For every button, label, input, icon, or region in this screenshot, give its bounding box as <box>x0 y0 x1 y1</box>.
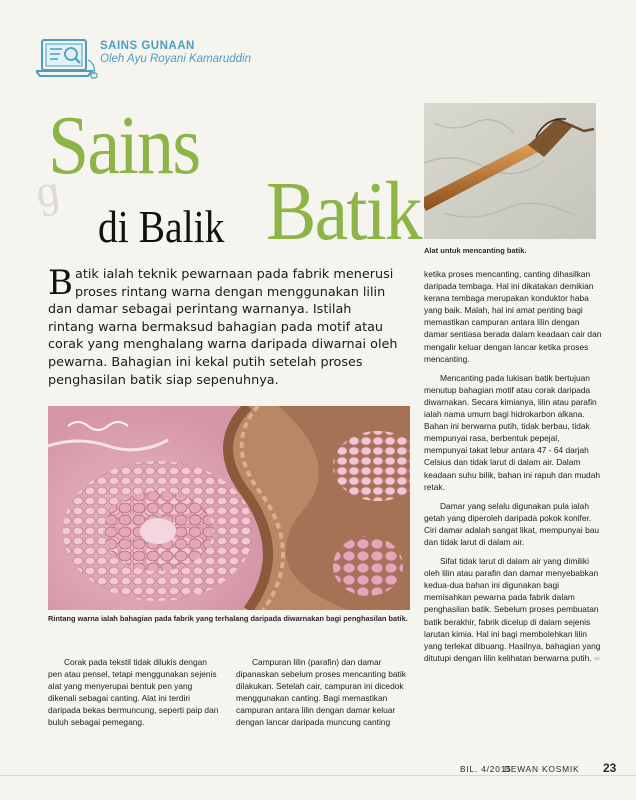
end-mark-icon: ∞ <box>593 653 600 663</box>
intro-text: atik ialah teknik pewarnaan pada fabrik menerusi proses rintang warna dengan menggunakan lilin dan damar sebagai perintang warnanya. Istilah rintang warna bermaksud bahagian pada motif atau corak yang menghalang warna daripada diwarnai oleh pewarna. Bahagian ini kekal putih setelah proses penghasilan batik siap sepenuhnya. <box>48 267 398 388</box>
canting-tool-photo <box>424 103 596 239</box>
body-paragraph-final <box>424 555 602 665</box>
title-sains: Sains <box>48 99 200 192</box>
background-watermark: ɡ <box>32 163 63 218</box>
batik-fabric-photo <box>48 406 410 610</box>
tool-photo-caption: Alat untuk mencanting batik. <box>424 246 527 255</box>
byline: Oleh Ayu Royani Kamaruddin <box>100 53 251 65</box>
title-batik: Batik <box>266 165 421 258</box>
column-name: SAINS GUNAAN <box>100 40 195 52</box>
body-paragraph: ketika proses mencanting, canting dihasilkan daripada tembaga. Hal ini dikatakan demikian kerana tembaga merupakan konduktor haba yang baik. Malah, hal ini amat penting bagi memastikan campuran antara lilin dengan damar sentiasa berada dalam keadaan cair dan mengalir keluar dengan lancar ketika proses mencanting. <box>424 269 602 364</box>
intro-paragraph <box>48 263 398 389</box>
body-paragraph: Damar yang selalu digunakan pula ialah getah yang diperoleh daripada pokok konifer. Ciri damar adalah sangat likat, mempunyai bau dan tidak larut di dalam air. <box>424 500 600 547</box>
body-column-middle: Campuran lilin (parafin) dan damar dipanaskan sebelum proses mencanting batik dilakukan. Setelah cair, campuran ini dicedok menggunakan canting. Bagi memastikan campuran antara lilin dengan damar keluar dengan lancar daripada muncung canting <box>236 657 406 728</box>
batik-photo-caption: Rintang warna ialah bahagian pada fabrik yang terhalang daripada diwarnakan bagi penghasilan batik. <box>48 614 408 623</box>
body-paragraph-text: Sifat tidak larut di dalam air yang dimiliki oleh lilin atau parafin dan damar menyebabkan kedua-dua bahan ini digunakan bagi memisahkan pewarna pada fabrik dalam penghasilan batik. Sebelum proses pembuatan batik berakhir, fabrik dicelup di dalam sejenis larutan kimia. Hal ini bagi membolehkan lilin yang terlekat dibuang. Hasilnya, bahagian yang ditutupi dengan lilin kelihatan berwarna putih. <box>424 556 601 663</box>
body-paragraph: Mencanting pada lukisan batik bertujuan menutup bahagian motif atau corak daripada diwarnakan. Secara kimianya, lilin atau parafin ialah nama umum bagi hidrokarbon alkana. Bahan ini berwarna putih, tidak berbau, tidak mempunyai rasa, berbentuk pepejal, mempunyai takat lebur antara 47 - 64 darjah Celsius dan tidak larut di dalam air. Dalam keadaan suhu bilik, bahan ini rapuh dan mudah retak. <box>424 372 601 492</box>
footer-issue: BIL. 4/2015 <box>460 764 512 774</box>
body-column-left: Corak pada tekstil tidak dilukis dengan pen atau pensel, tetapi menggunakan sejenis alat yang menyerupai bentuk pen yang dikenali sebagai canting. Alat ini terdiri daripada bekas bermuncung, seperti paip dan buluh sebagai pemegang. <box>48 657 219 728</box>
footer-magazine-name: DEWAN KOSMIK <box>504 764 580 774</box>
footer-divider <box>0 775 636 776</box>
body-column-right <box>424 268 602 672</box>
title-di-balik: di Balik <box>98 201 225 252</box>
drop-cap: B <box>48 263 73 303</box>
laptop-magnifier-icon <box>36 38 98 80</box>
page-number: 23 <box>603 761 617 775</box>
